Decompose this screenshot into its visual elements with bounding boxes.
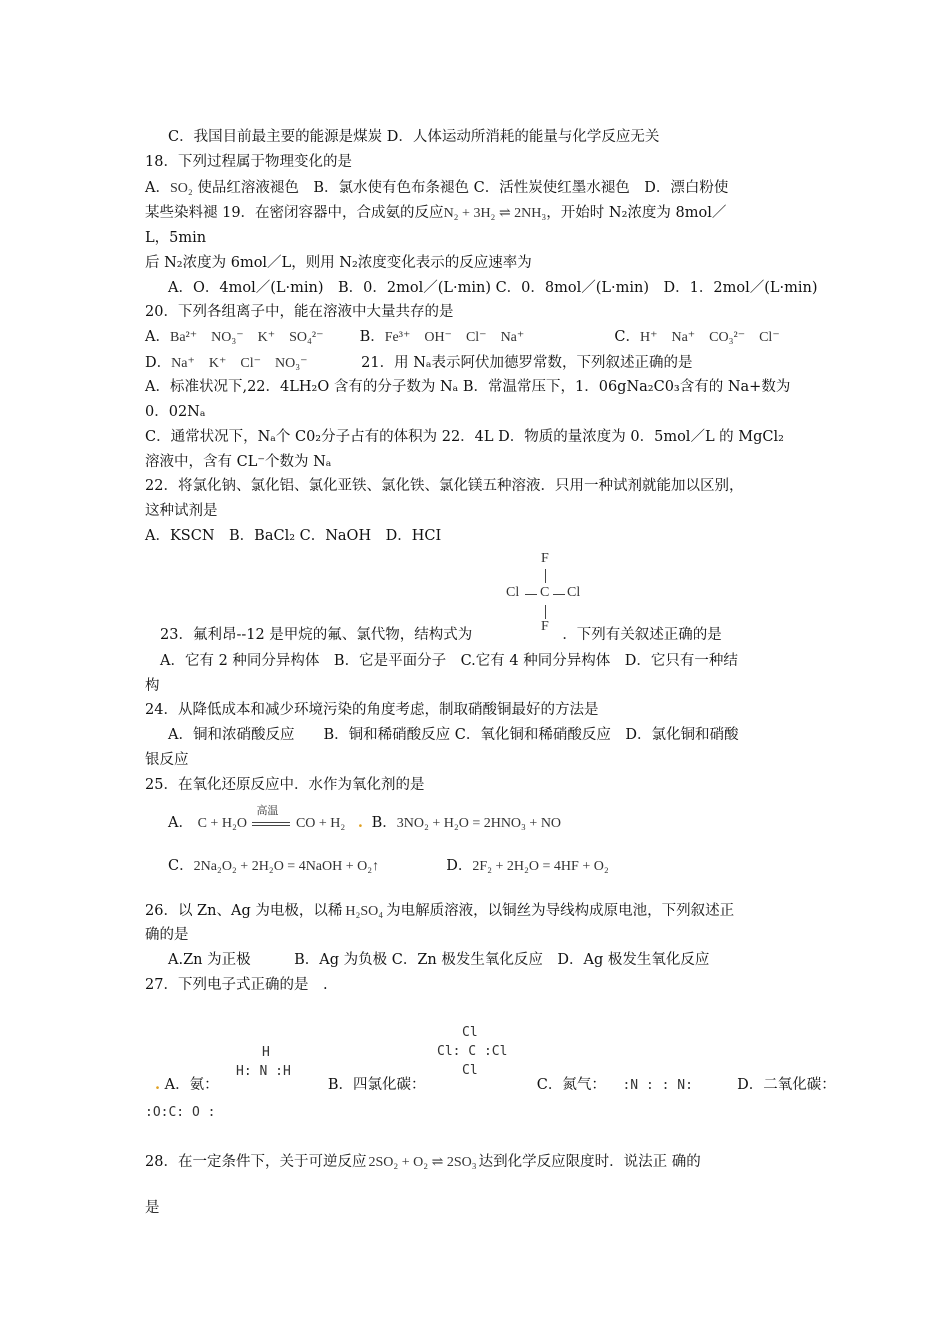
bond-line — [553, 594, 565, 595]
q18-option-a-label: A． — [145, 180, 170, 196]
question-26-cont: 确的是 — [145, 927, 189, 943]
q24-options-cont: 银反应 — [145, 752, 189, 768]
ed-hnh: H: N :H — [236, 1064, 291, 1079]
q21-options-ab: A．标准状况下,22．4LH₂O 含有的分子数为 Nₐ B．常温常压下，1．06gNa₂C0₃含有的 Na+数为 — [145, 379, 791, 395]
q25-option-d-label: D． — [446, 858, 473, 874]
so2-oxidation-equation: 2SO₂ + O₂ ⇌ 2SO₃ — [368, 1155, 477, 1170]
q27-option-c-label: C．氮气： — [536, 1077, 606, 1093]
bond-line — [545, 569, 546, 583]
q21-options-ab-cont: 0．02Nₐ — [145, 404, 206, 420]
question-22: 22．将氯化钠、氯化铝、氯化亚铁、氯化铁、氯化镁五种溶液．只用一种试剂就能加以区别， — [145, 478, 744, 494]
question-21: 21．用 Nₐ表示阿伏加德罗常数，下列叙述正确的是 — [361, 355, 693, 371]
ed-cl-bottom: Cl — [462, 1063, 478, 1078]
question-28-cont: 是 — [145, 1200, 160, 1216]
bond-line — [545, 605, 546, 619]
n2-electron-dot-image: :N : : N: — [622, 1078, 693, 1093]
co2-electron-dot-image: :O:C: O : — [145, 1105, 216, 1120]
q27-options — [155, 1076, 836, 1095]
q25-option-b-label: B． — [371, 815, 397, 831]
q20-option-a-ions: Ba²⁺ NO₃⁻ K⁺ SO₄²⁻ — [169, 330, 324, 345]
question-24: 24．从降低成本和减少环境污染的角度考虑，制取硝酸铜最好的方法是 — [145, 702, 599, 718]
q18-options — [145, 179, 728, 198]
q25-option-d-equation: 2F₂ + 2H₂O = 4HF + O₂ — [472, 859, 609, 874]
q19-options: A．O．4mol／(L·min) B．0．2mol／(L·min) C．0．8mol／(L·min) D．1．2mol／(L·min) — [168, 280, 818, 296]
q19-tail: ，开始时 N₂浓度为 8mol／ — [546, 205, 727, 221]
q20-option-b-ions: Fe³⁺ OH⁻ Cl⁻ Na⁺ — [384, 330, 525, 345]
ed-h-top: H — [262, 1045, 270, 1060]
question-26 — [145, 902, 734, 921]
q25-option-c-equation: 2Na₂O₂ + 2H₂O = 4NaOH + O₂↑ — [193, 859, 380, 874]
marker-dot: . — [155, 1076, 161, 1093]
q27-option-d-label: D．二氧化碳： — [737, 1077, 836, 1093]
q23-text-a: 23．氟利昂--12 是甲烷的氟、氯代物，结构式为 — [160, 627, 473, 643]
structure-f-bottom: F — [541, 619, 549, 634]
q23-options: A．它有 2 种同分异构体 B．它是平面分子 C.它有 4 种同分异构体 D．它只有一种结 — [160, 653, 738, 669]
q28-text-b: 达到化学反应限度时．说法正 确的 — [478, 1154, 701, 1170]
question-18: 18．下列过程属于物理变化的是 — [145, 154, 352, 170]
q19-line2: L，5min — [145, 230, 207, 246]
q26-options: A.Zn 为正极 B．Ag 为负极 C．Zn 极发生氧化反应 D．Ag 极发生氧化反应 — [168, 952, 710, 968]
q20-option-d-label: D． — [145, 355, 172, 371]
q27-option-a-label: A．氨： — [164, 1077, 219, 1093]
marker-dot: . — [357, 814, 363, 831]
q20-option-c-ions: H⁺ Na⁺ CO₃²⁻ Cl⁻ — [639, 330, 780, 345]
structure-f-top: F — [541, 551, 549, 566]
ccl4-electron-dot-image — [437, 1025, 509, 1078]
structure-cl-right: Cl — [567, 585, 581, 600]
q28-text-a: 28．在一定条件下，关于可逆反应 — [145, 1154, 367, 1170]
question-28 — [145, 1153, 701, 1172]
ammonia-electron-dot-image — [236, 1045, 304, 1079]
q17-options-cd: C．我国目前最主要的能源是煤炭 D．人体运动所消耗的能量与化学反应无关 — [168, 129, 660, 145]
q25-option-a-equation — [197, 805, 346, 833]
q23-text-b: ．下列有关叙述正确的是 — [562, 627, 722, 643]
ed-cl-top: Cl — [462, 1025, 478, 1040]
freon-structure-image — [503, 551, 593, 637]
ed-cl-c-cl: Cl: C :Cl — [437, 1044, 508, 1059]
q20-options-abc — [145, 328, 780, 347]
q20-option-c-label: C． — [614, 329, 640, 345]
question-23 — [160, 626, 722, 644]
bond-line — [525, 594, 537, 595]
q25-option-c-label: C． — [168, 858, 194, 874]
q25-option-a-label: A． — [168, 815, 193, 831]
ammonia-synthesis-equation: N₂ + 3H₂ ⇌ 2NH₃ — [443, 206, 547, 221]
question-22-cont: 这种试剂是 — [145, 503, 218, 519]
condition-high-temp: 高温 — [256, 805, 279, 817]
q20-option-b-label: B． — [359, 329, 385, 345]
q19-intro: 某些染料褪 19．在密闭容器中，合成氨的反应 — [145, 205, 444, 221]
q21-options-cd: C．通常状况下，Nₐ个 C0₂分子占有的体积为 22．4L D．物质的量浓度为 0．5mol／L 的 MgCl₂ — [145, 429, 784, 445]
q25-option-a — [168, 805, 562, 833]
q25-options-cd — [168, 857, 609, 876]
q22-options: A．KSCN B．BaCl₂ C．NaOH D．HCI — [145, 528, 442, 544]
q20-d-q21-line — [145, 354, 692, 373]
q26-text-a: 26．以 Zn、Ag 为电极，以稀 — [145, 903, 343, 919]
q23-options-cont: 构 — [145, 678, 160, 694]
sulfuric-acid-formula: H₂SO₄ — [345, 904, 384, 919]
high-temp-arrow — [250, 805, 292, 833]
so2-formula-image: SO₂ — [169, 181, 193, 196]
q18-options-text: 使品红溶液褪色 B．氯水使有色布条褪色 C．活性炭使红墨水褪色 D．漂白粉使 — [192, 180, 729, 196]
equation-right: CO + H₂ — [295, 816, 346, 831]
question-20: 20．下列各组离子中，能在溶液中大量共存的是 — [145, 304, 454, 320]
q25-option-b-equation: 3NO₂ + H₂O = 2HNO₃ + NO — [396, 816, 562, 831]
q18-q19-line — [145, 204, 726, 223]
q19-line3: 后 N₂浓度为 6mol／L，则用 N₂浓度变化表示的反应速率为 — [145, 255, 532, 271]
q20-option-d-ions: Na⁺ K⁺ Cl⁻ NO₃⁻ — [171, 356, 308, 371]
question-25: 25．在氧化还原反应中．水作为氧化剂的是 — [145, 777, 425, 793]
q20-option-a-label: A． — [145, 329, 170, 345]
q24-options: A．铜和浓硝酸反应 B．铜和稀硝酸反应 C．氧化铜和稀硝酸反应 D．氯化铜和硝酸 — [168, 727, 739, 743]
q21-options-cd-cont: 溶液中，含有 CL⁻个数为 Nₐ — [145, 454, 332, 470]
structure-c-center: C — [540, 585, 550, 600]
structure-cl-left: Cl — [506, 585, 520, 600]
question-27: 27．下列电子式正确的是 . — [145, 977, 328, 993]
equation-left: C + H₂O — [197, 816, 247, 831]
q26-text-b: 为电解质溶液，以铜丝为导线构成原电池，下列叙述正 — [386, 903, 735, 919]
q27-option-b-label: B．四氯化碳： — [327, 1077, 426, 1093]
